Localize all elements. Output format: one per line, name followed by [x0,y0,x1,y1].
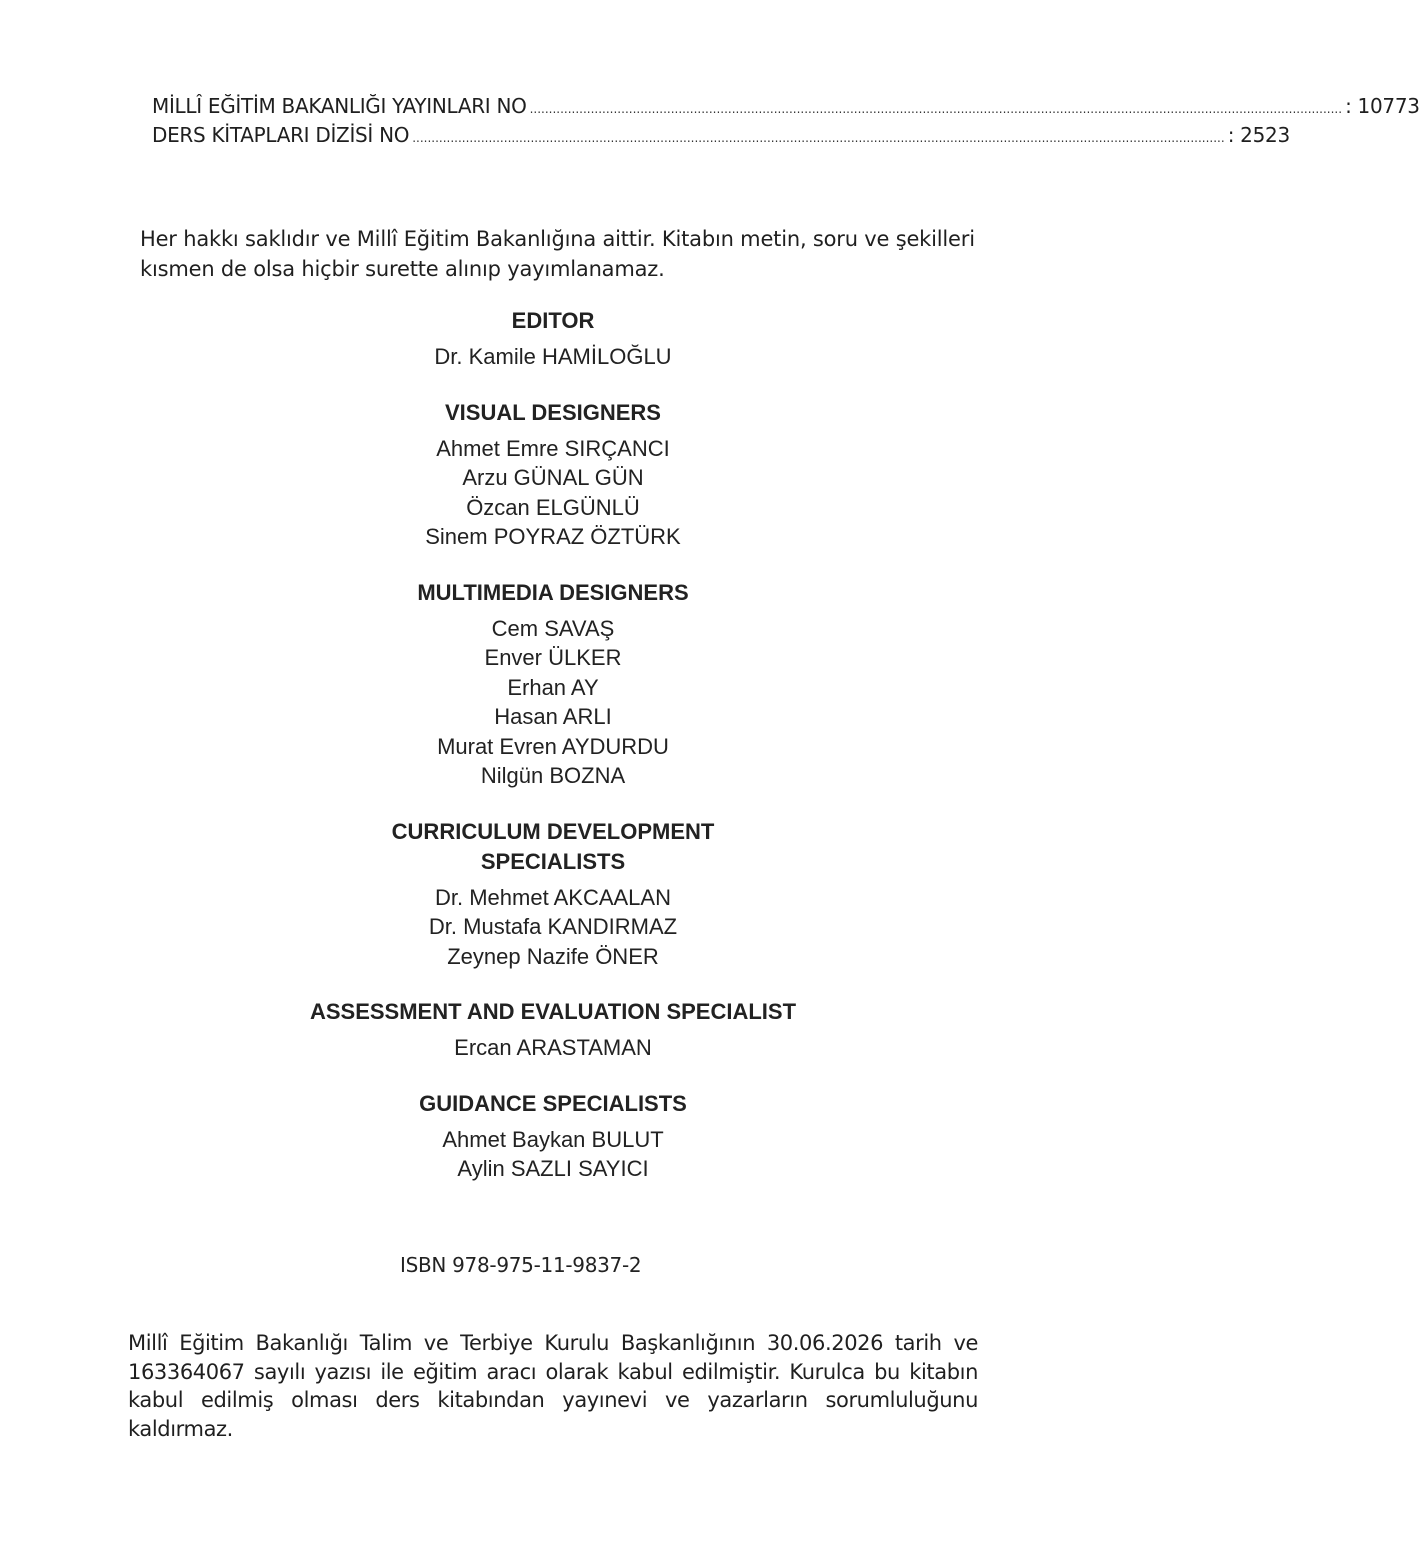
approval-notice: Millî Eğitim Bakanlığı Talim ve Terbiye Kurulu Başkanlığının 30.06.2026 tarih ve 163364067 sayılı yazısı ile eğitim aracı olarak kabul edilmiştir. Kurulca bu kitabın kabul edilmiş olması ders kitabından yayınevi ve yazarların sorumluluğunu kaldırmaz. [128,1331,978,1441]
isbn: ISBN 978-975-11-9837-2 [400,1253,642,1277]
credit-name: Özcan ELGÜNLÜ [466,494,640,520]
credit-name: Cem SAVAŞ [491,615,615,641]
credit-name: Erhan AY [507,674,599,700]
publication-number-value: : 2523 [1227,123,1290,147]
publication-number-value: : 10773 [1345,94,1420,118]
credit-name: Sinem POYRAZ ÖZTÜRK [425,524,681,549]
credit-section-assessment-specialist [0,997,1106,1063]
credit-heading: VISUAL DESIGNERS [445,399,661,425]
dot-leader: ..................................................................................................................................................................................................................... [529,102,1343,116]
credit-name: Murat Evren AYDURDU [437,733,669,759]
credit-heading: GUIDANCE SPECIALISTS [419,1090,687,1116]
credit-heading: MULTIMEDIA DESIGNERS [417,579,689,605]
credit-name: Ercan ARASTAMAN [454,1035,652,1060]
credits [0,306,1106,1210]
credit-section-visual-designers [0,398,1106,552]
credit-name: Dr. Mustafa KANDIRMAZ [428,914,678,939]
rights-notice: Her hakkı saklıdır ve Millî Eğitim Bakanlığına aittir. Kitabın metin, soru ve şekilleri kısmen de olsa hiçbir surette alınıp yayımlanamaz. [140,227,975,281]
credit-heading: EDITOR [511,308,595,333]
credit-name: Zeynep Nazife ÖNER [447,943,659,969]
credit-name: Ahmet Emre SIRÇANCI [436,435,670,461]
publication-number-row [152,94,1420,123]
publication-number-row [152,123,1290,152]
credit-name: Aylin SAZLI SAYICI [457,1156,649,1181]
credit-section-multimedia-designers [0,578,1106,791]
credit-section-guidance-specialists [0,1089,1106,1184]
credit-section-editor [0,306,1106,372]
publication-numbers [152,94,1420,152]
credit-name: Dr. Mehmet AKCAALAN [435,884,671,910]
credit-section-curriculum-development-specialists [0,817,1106,972]
dot-leader: ..................................................................................................................................................................................................................... [412,131,1225,145]
publication-number-label: DERS KİTAPLARI DİZİSİ NO [152,123,410,147]
credit-name: Nilgün BOZNA [480,763,626,788]
credit-name: Ahmet Baykan BULUT [442,1126,664,1152]
credit-heading: CURRICULUM DEVELOPMENT SPECIALISTS [391,818,715,874]
credit-heading: ASSESSMENT AND EVALUATION SPECIALIST [309,999,797,1024]
credit-name: Dr. Kamile HAMİLOĞLU [434,344,672,369]
publication-number-label: MİLLÎ EĞİTİM BAKANLIĞI YAYINLARI NO [152,94,527,118]
credit-name: Arzu GÜNAL GÜN [462,465,644,490]
credit-name: Enver ÜLKER [484,645,622,670]
credit-name: Hasan ARLI [494,704,612,729]
